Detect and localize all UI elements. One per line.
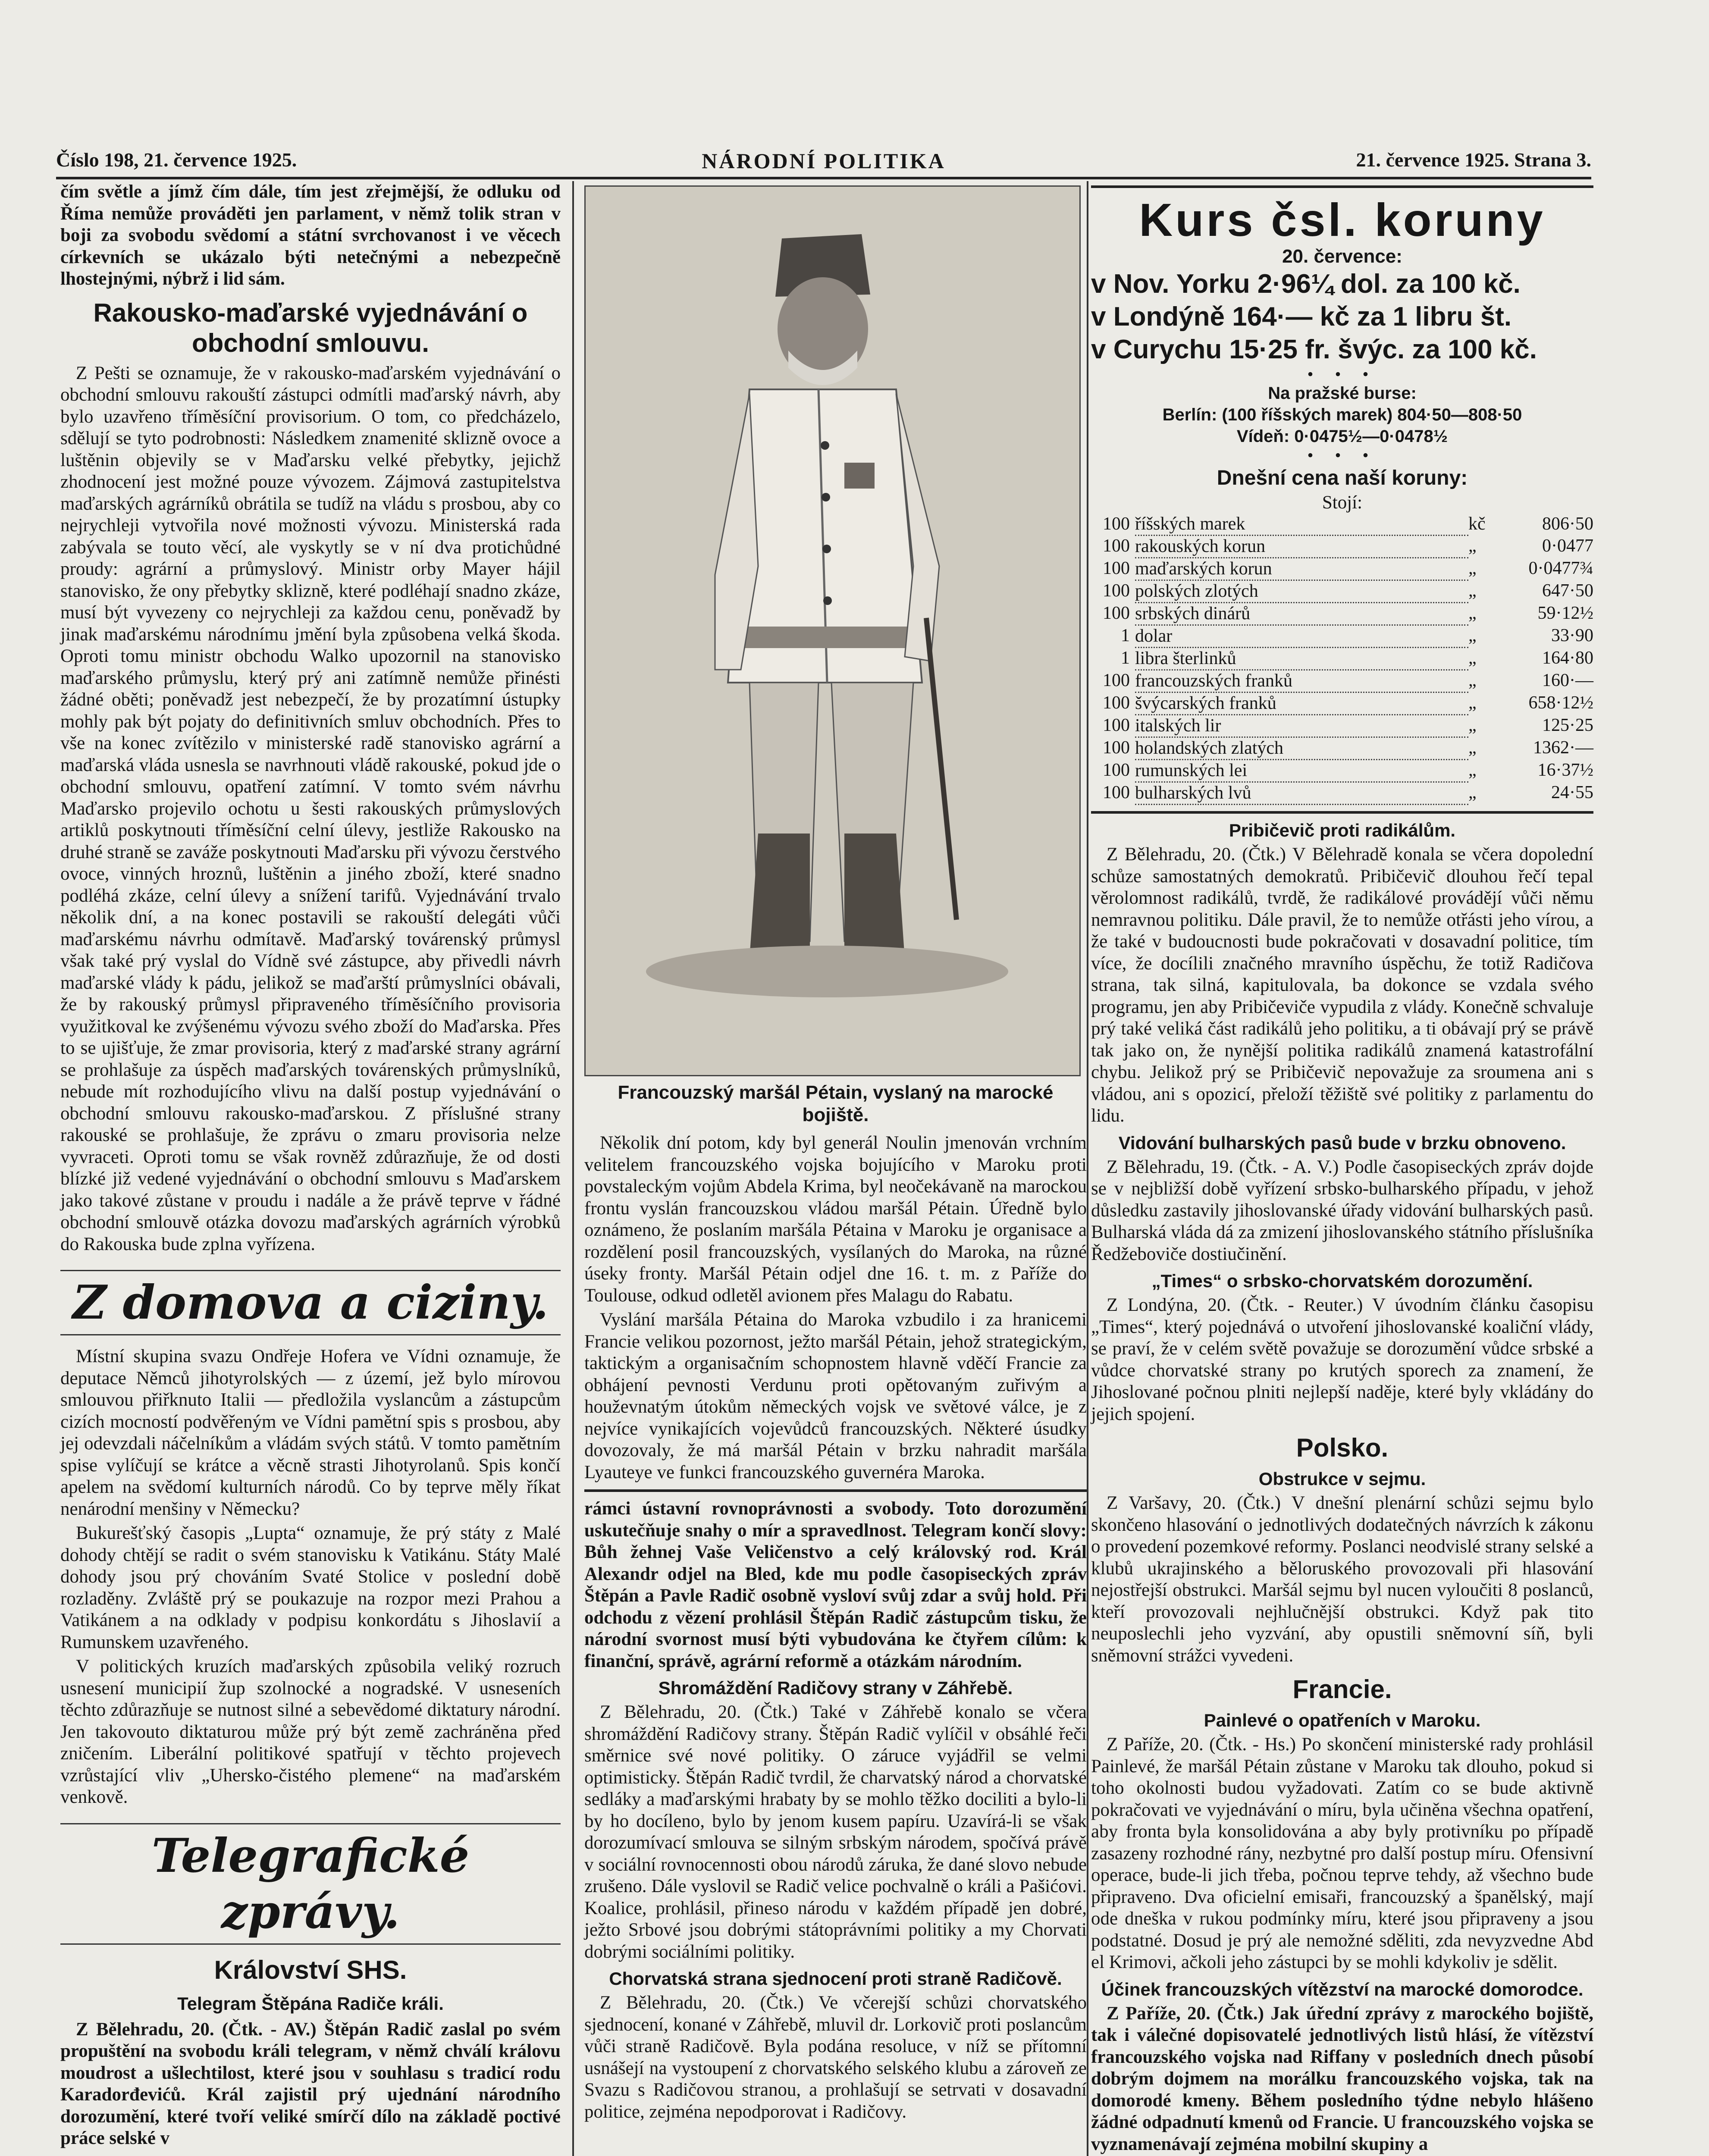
issue-number: Číslo 198, 21. července 1925. (56, 149, 297, 171)
headline-kingdom-shs: Království SHS. (214, 1955, 407, 1984)
currency-name: holandských zlatých (1135, 737, 1468, 760)
column-divider (572, 181, 574, 2156)
article-paragraph: Z Londýna, 20. (Čtk. - Reuter.) V úvodním článku časopisu „Times“, který pojednává o utvoření jihoslovanské koaliční vlády, se praví, že v celém světě považuje se dorozumění vůdce srbské a vůdce chorvatské strany po krutých sporech za znamení, že Jihoslované počnou plniti nejlepší naděje, které byly vkládány do jejich spojení. (1091, 1295, 1593, 1424)
section-rule (1091, 811, 1593, 814)
column-divider (1087, 181, 1088, 2156)
article-paragraph: Z Bělehradu, 20. (Čtk.) Ve včerejší schůzi chorvatského sjednocení, konané v Záhřebě, mluvil dr. Lorkovič proti poslancům vůči straně Radičově. Byla podána resoluce, v níž se přítomní usnášejí na vystoupení z chorvatského selského klubu a zároveň ze Svazu s Radičovou stranou, a prohlašují se setrvati v dosavadní politice, zejména nepodporovat i Radičovy. (584, 1993, 1087, 2122)
currency-amount: 1 (1121, 625, 1130, 646)
currency-row (1091, 760, 1593, 782)
article-paragraph: Bukurešťský časopis „Lupta“ oznamuje, že prý státy z Malé dohody chtějí se radit o svém stanovisku k Vatikánu. Státy Malé dohody jsou prý chováním Svaté Stolice v poslední době rozladěny. Zvláště prý se poukazuje na rozpor mezi Prahou a Vatikánem a na odklady v podpisu konkordátu s Jihoslavií a Rumunskem uzavřeného. (60, 1523, 561, 1652)
column-middle (584, 181, 1087, 2156)
subheadline-painleve: Painlevé o opatřeních v Maroku. (1204, 1710, 1481, 1730)
currency-unit: „ (1468, 737, 1477, 758)
currency-name: libra šterlinků (1135, 648, 1468, 670)
currency-name: francouzských franků (1135, 670, 1468, 693)
column-left (60, 181, 561, 2156)
photo-caption: Francouzský maršál Pétain, vyslaný na marocké bojiště. (618, 1082, 1054, 1125)
article-paragraph: Z Pešti se oznamuje, že v rakousko-maďarském vyjednávání o obchodní smlouvu rakouští zástupci odmítli maďarský návrh, aby bylo uzavřeno tříměsíční provisorium. O tom, co předcházelo, sdělují se tyto podrobnosti: Následkem znamenité sklizně ovoce a luštěnin objevily se v Maďarsku velké přebytky, jejichž zhodnocení jest možné pouze vývozem. Zájmová zastupitelstva maďarských agrárníků obrátila se tudíž na vládu s prosbou, aby co nejrychleji vytvořila nové možnosti vývozu. Ministerská rada zabývala se touto věcí, ale vyskytly se v ní dva protichůdné proudy: agrární a průmyslový. Ministr orby Mayer hájil stanovisko, že ony přebytky sklizně, které podléhají snadno zkáze, musí být vyvezeny co nejrychleji za každou cenu, poněvadž by jinak maďarskému národnímu jmění byla způsobena velká škoda. Oproti tomu ministr obchodu Walko upozornil na stanovisko maďarského průmyslu, který prý ani zatímně nemůže přinésti žádné oběti; poněvadž jest nebezpečí, že by prozatímní ústupky mohly pak být pojaty do definitivních smluv obchodních. Přes to vše na konec zvítězilo v ministerské radě stanovisko agrární a maďarská vláda usnesla se navrhnouti vládě rakouské, pokud jde o obchodní smlouvu, opatření zatímní. V tomto svém návrhu Maďarsko projevilo ochotu u šesti rakouských průmyslových artiklů poskytnouti tříměsíční celní úlevy, jestliže Rakousko na druhé straně se zaváže poskytnouti Maďarsku při vývozu čerstvého ovoce, vinných hroznů, luštěnin a jiného zboží, které snadno podléhá zkáze, celní úlevy a snížení tarifů. Vyjednávání trvalo několik dní, a na konec postavili se rakouští delegáti vůči maďarskému návrhu odmítavě. Maďarský továrenský průmysl však také prý vyslal do Vídně své zástupce, aby přivedli návrh maďarské vlády k pádu, jelikož se maďarští průmyslníci obávali, že by rakouský průmysl připraveného tříměsíčního provisoria využitkoval ke zvýšenému vývozu svého zboží do Maďarska. Přes to se ujišťuje, že zmar provisoria, který z maďarské strany agrární se prohlašuje za úspěch maďarských továrenských průmyslníků, nebude mít rozhodujícího vlivu na další postup vyjednávání o obchodní smlouvu rakousko-maďarskou. Z příslušné strany rakouské se prohlašuje, že zprávu o zmaru provisoria nelze vyvraceti. Oproti tomu se však rovněž zdůrazňuje, že od dosti blízké již vedené vyjednávání o obchodní smlouvu s Maďarskem jako takové zůstane v proudu i nadále a že právě teprve v řádné obchodní smlouvě otázka dovozu maďarských agrárních výrobků do Rakouska bude zplna vyřízena. (60, 363, 561, 1254)
currency-value: 164·80 (1542, 648, 1593, 668)
subheadline-pribicevic: Pribičevič proti radikálům. (1229, 820, 1456, 840)
currency-amount: 100 (1103, 670, 1130, 690)
section-rule (584, 1489, 1087, 1492)
currency-value: 33·90 (1551, 625, 1593, 646)
currency-row (1091, 580, 1593, 603)
article-paragraph: Z Bělehradu, 20. (Čtk.) V Bělehradě konala se včera dopolední schůze samostatných demokratů. Pribičevič dlouhou řečí tepal věrolomnost radikálů, tvrdě, že radikálové provádějí vůči němu nemravnou politiku. Dále pravil, že to nemůže otřásti jeho vírou, a že také v budoucnosti bude pokračovati v dosavadní politice, tím více, že docílili značného mravního úspěchu, že totiž Radičova strana, tak silná, kapitulovala, ba dokonce se vzdala svého programu, jen aby Pribičeviče vypudila z vlády. Konečně schvaluje prý také veliká část radikálů jeho politiku, a ti obávají prý se právě tak jako on, že nynější politika radikálů znamená katastrofální chybu. Jelikož prý se Pribičevič nepovažuje za sroumena ani s vládou, ani s opozicí, přeloží těžiště své politiky z parlamentu do lidu. (1091, 844, 1593, 1126)
currency-value: 806·50 (1542, 514, 1593, 534)
article-paragraph: Vyslání maršála Pétaina do Maroka vzbudilo i za hranicemi Francie velikou pozornost, ježto maršál Pétain, jehož strategickým, taktickým a organisačním schopnostem hlavně vděčí Francie za obhájení pevnosti Verdunu proti opětovaným zuřivým a houževnatým útokům německých vojsk ve světové válce, je z nejvíce vynikajících vojevůdců francouzských. Některé úsudky dovozovaly, že má maršál Pétain v brzku nahradit maršála Lyauteye ve funkci francouzského guvernéra Maroka. (584, 1310, 1087, 1482)
subheadline-radic-assembly: Shromáždění Radičovy strany v Záhřebě. (658, 1678, 1013, 1698)
dots-separator: • • • (1307, 445, 1377, 465)
currency-value: 125·25 (1542, 715, 1593, 735)
currency-row (1091, 514, 1593, 536)
currency-row (1091, 782, 1593, 805)
currency-name: maďarských korun (1135, 558, 1468, 580)
crown-value-title: Dnešní cena naší koruny: (1217, 466, 1468, 489)
currency-name: rakouských korun (1135, 536, 1468, 558)
currency-amount: 100 (1103, 580, 1130, 601)
headline-poland: Polsko. (1296, 1433, 1389, 1462)
currency-name: polských zlotých (1135, 580, 1468, 603)
currency-row (1091, 625, 1593, 648)
page-header (56, 142, 1591, 179)
currency-row (1091, 715, 1593, 737)
currency-name: italských lir (1135, 715, 1468, 737)
vienna-rate: Vídeň: 0·0475½—0·0478½ (1236, 426, 1448, 446)
column-right (1091, 185, 1593, 2156)
rate-zurich: v Curychu 15·25 fr. švýc. za 100 kč. (1091, 334, 1537, 364)
currency-unit: „ (1468, 670, 1477, 690)
currency-row (1091, 536, 1593, 558)
currency-row (1091, 737, 1593, 760)
headline-france: Francie. (1292, 1675, 1392, 1704)
article-paragraph: V politických kruzích maďarských způsobila veliký rozruch usnesení municipií žup szolnocké a nogradské. V usneseních těchto zdůrazňuje se nutnost silné a sebevědomé diktatury národní. Jen takovouto diktaturou může prý být země zachráněna před zničením. Liberální politikové spatřují v těchto projevech vzrůstající vliv „Uhersko-čistého plemene“ na maďarském venkově. (60, 1656, 561, 1807)
subheadline-bulgarian-passports: Vidování bulharských pasů bude v brzku obnoveno. (1118, 1132, 1566, 1153)
currency-unit: „ (1468, 693, 1477, 713)
currency-name: dolar (1135, 625, 1468, 648)
masthead-title: NÁRODNÍ POLITIKA (702, 149, 946, 173)
currency-amount: 1 (1121, 648, 1130, 668)
subheadline-sejm: Obstrukce v sejmu. (1258, 1469, 1426, 1489)
exchange-rate-title: Kurs čsl. koruny (1139, 194, 1546, 246)
article-paragraph: Z Bělehradu, 19. (Čtk. - A. V.) Podle časopiseckých zpráv dojde se v nejbližší době vyřízení srbsko-bulharského případu, v jehož důsledku zastavily jihoslovanské úřady vidování bulharských pasů. Bulharská vláda dá za zmizení jihoslovanského státního příslušníka Ředžeboviče dostiučinění. (1091, 1156, 1593, 1264)
currency-amount: 100 (1103, 760, 1130, 780)
currency-amount: 100 (1103, 715, 1130, 735)
currency-amount: 100 (1103, 558, 1130, 578)
article-paragraph: Z Bělehradu, 20. (Čtk. - AV.) Štěpán Radič zaslal po svém propuštění na svobodu králi telegram, v němž chválí královu moudrost a ušlechtilost, které jsou v souhlasu s tradicí rodu Karadorđevićů. Král zajistil prý ujednání národního dorozumění, které tvoří veliké smírčí dílo na základě poctivé práce selské v (60, 2019, 561, 2148)
prague-exchange-title: Na pražské burse: (1268, 383, 1417, 403)
currency-amount: 100 (1103, 536, 1130, 556)
currency-unit: „ (1468, 715, 1477, 735)
article-paragraph: Několik dní potom, kdy byl generál Noulin jmenován vrchním velitelem francouzského vojska bojujícího v Maroku proti povstaleckým vojům Abdela Krima, byl neočekávaně na marockou frontu vyslán francouzskou vládou maršál Pétain. Úředně bylo oznámeno, že poslaním maršála Pétaina v Maroku je organisace a rozdělení posil francouzských, vysílaných do Maroka, na různé úseky fronty. Maršál Pétain odjel dne 16. t. m. z Paříže do Toulouse, odkud odletěl avionem přes Malagu do Rabatu. (584, 1133, 1087, 1306)
subheadline-french-victories: Účinek francouzských vítězství na marocké domorodce. (1101, 1979, 1584, 1999)
marshal-petain-photo (584, 185, 1081, 1076)
currency-unit: „ (1468, 536, 1477, 556)
currency-name: švýcarských franků (1135, 693, 1468, 715)
subheadline-radic-telegram: Telegram Štěpána Radiče králi. (177, 1993, 444, 2014)
article-paragraph: Z Paříže, 20. (Čtk. - Hs.) Po skončení ministerské rady prohlásil Painlevé, že maršál Pétain zůstane v Maroku tak dlouho, pokud si toho okolnosti budou vyžadovati. Zatím co se bude aktivně pokračovati ve vyjednávání o míru, byla učiněna všechna opatření, aby fronta byla konsolidována a aby byly protivníku po případě zasazeny rozhodné rány, nezbytné pro další postup míru. Ofensivní operace, bude-li jich třeba, počnou teprve tehdy, až všechno bude připraveno. Dva oficielní emisaři, francouzský a španělský, mají ode dneška v rukou podmínky míru, které jsou připraveny a jsou podstatné. Dosud je prý ale nemožné sděliti, zda nevyzvedne Abd el Krimovi, ačkoli jeho zástupci by se mohli kdykoliv je sdělit. (1091, 1734, 1593, 1972)
currency-unit: kč (1468, 514, 1486, 534)
section-title-telegraphic-news: Telegrafické zprávy. (60, 1823, 561, 1945)
currency-amount: 100 (1103, 693, 1130, 713)
article-paragraph: Místní skupina svazu Ondřeje Hofera ve Vídni oznamuje, že deputace Němců jihotyrolských — z území, jež bylo mírovou smlouvou přiřknuto Italii — předložila vyslancům a zástupcům cizích mocností podvěřeným ve Vídni pamětní spis s prosbou, aby jej odevzdali náčelníkům a vládám svých států. V tomto pamětním spise vylíčují se krátce a věcně strasti Jihotyrolanů. Spis končí apelem na svědomí kulturních národů. Co by teprve měly říkat nenárodní menšiny v Německu? (60, 1346, 561, 1519)
dots-separator: • • • (1307, 364, 1377, 384)
currency-value: 160·— (1542, 670, 1593, 690)
currency-row (1091, 603, 1593, 625)
currency-unit: „ (1468, 625, 1477, 646)
currency-value: 658·12½ (1528, 693, 1593, 713)
currency-unit: „ (1468, 558, 1477, 578)
currency-row (1091, 558, 1593, 580)
currency-amount: 100 (1103, 603, 1130, 623)
subheadline-croatian-union: Chorvatská strana sjednocení proti straně Radičově. (609, 1968, 1062, 1989)
currency-name: rumunských lei (1135, 760, 1468, 782)
currency-table (1091, 514, 1593, 805)
currency-name: bulharských lvů (1135, 782, 1468, 805)
currency-value: 16·37½ (1537, 760, 1593, 780)
currency-unit: „ (1468, 760, 1477, 780)
currency-row (1091, 648, 1593, 670)
rate-new-york: v Nov. Yorku 2·96¼ dol. za 100 kč. (1091, 269, 1521, 299)
article-continuation: rámci ústavní rovnoprávnosti a svobody. Toto dorozumění uskutečňuje snahy o mír a spravedlnost. Telegram končí slovy: Bůh žehnej Vaše Veličenstvo a celý královský rod. Král Alexandr odjel na Bled, kde mu podle časopiseckých zpráv Štěpán a Pavle Radič osobně vysloví svůj zdar a svůj hold. Při odchodu z vězení prohlásil Štěpán Radič zástupcům tisku, že národní svornost musí býti vybudována ke čtyřem cílům: k finanční, správě, agrární reformě a otázkám národním. (584, 1498, 1087, 1671)
currency-unit: „ (1468, 580, 1477, 601)
berlin-rate: Berlín: (100 říšských marek) 804·50—808·50 (1162, 405, 1522, 424)
exchange-rate-date: 20. července: (1282, 246, 1402, 267)
currency-value: 24·55 (1551, 782, 1593, 802)
currency-name: srbských dinárů (1135, 603, 1468, 625)
rate-london: v Londýně 164·— kč za 1 libru št. (1091, 301, 1512, 332)
article-paragraph: Z Bělehradu, 20. (Čtk.) Také v Záhřebě konalo se včera shromáždění Radičovy strany. Štěpán Radič vylíčil v obsáhlé řeči směrnice své nové politiky. O záruce vyjádřil se velmi optimisticky. Štěpán Radič tvrdil, že charvatský národ a chorvatské sedláky a maďarskými hrabaty by se mohlo těžko dociliti a bylo-li by ho docíleno, bylo by jenom kusem papíru. Uzavírá-li se však dorozumívací smlouva se silným srbským národem, spočívá právě v sociální rovnocennosti obou národů záruka, že dané slovo nebude zrušeno. Dále vyslovil se Radič velice pochvalně o králi a Pašićovi. Koalice, prohlásil, přineso národu v každém případě jen dobré, ježto Srbové jsou dobrými státoprávními politiky a my Chorvati dobrými sociálními politiky. (584, 1702, 1087, 1962)
date-page: 21. července 1925. Strana 3. (1356, 149, 1591, 171)
headline-austro-hungarian: Rakousko-maďarské vyjednávání o obchodní smlouvu. (93, 298, 528, 357)
article-paragraph: Z Paříže, 20. (Čtk.) Jak úřední zprávy z marockého bojiště, tak i válečné dopisovatelé jednotlivých listů hlásí, že vítězství francouzského vojska nad Riffany v posledních dnech působí dobrým dojmem na morálku francouzského vojska, tak na domorodé kmeny. Během posledního týdne nebylo hlášeno žádné odpadnutí kmenů od Francie. U francouzského vojska se vyznamenávají zejména mobilní skupiny a (1091, 2003, 1593, 2154)
currency-value: 59·12½ (1537, 603, 1593, 623)
currency-unit: „ (1468, 603, 1477, 623)
currency-row (1091, 693, 1593, 715)
section-rule (1091, 185, 1593, 188)
subheadline-times: „Times“ o srbsko-chorvatském dorozumění. (1151, 1271, 1533, 1291)
currency-value: 1362·— (1533, 737, 1593, 758)
currency-amount: 100 (1103, 737, 1130, 758)
article-paragraph: Z Varšavy, 20. (Čtk.) V dnešní plenární schůzi sejmu bylo skončeno hlasování o jednotlivých dodatečných návrzích k zákonu o provedení pozemkové reformy. Poslanci neodvislé strany selské a klubů ukrajinského a běloruského provozovali při hlasování nejostřejší obstrukci. Maršál sejmu byl nucen vyloučiti 8 poslanců, kteří provozovali nejhlučnější obstrukci. Když pak tito neuposlechli jeho vyzvání, aby opustili sněmovní síň, byli sněmovní strážci vyvedeni. (1091, 1493, 1593, 1666)
article-continuation: čím světle a jímž čím dále, tím jest zřejmější, že odluku od Říma nemůže prováděti jen parlament, v němž tolik stran v boji za svobodu svědomí a státní svrchovanost i ve věcech církevních se ukázalo býti netečnými a nebezpečně lhostejnými, nýbrž i lid sám. (60, 182, 561, 289)
currency-value: 0·0477¾ (1528, 558, 1593, 578)
currency-row (1091, 670, 1593, 693)
currency-amount: 100 (1103, 782, 1130, 802)
currency-unit: „ (1468, 782, 1477, 802)
portrait-illustration (586, 187, 1079, 1075)
currency-name: říšských marek (1135, 514, 1468, 536)
currency-unit: „ (1468, 648, 1477, 668)
currency-value: 0·0477 (1542, 536, 1593, 556)
section-title-domestic-foreign: Z domova a ciziny. (60, 1270, 561, 1335)
currency-amount: 100 (1103, 514, 1130, 534)
costs-label: Stojí: (1322, 492, 1363, 513)
currency-value: 647·50 (1542, 580, 1593, 601)
